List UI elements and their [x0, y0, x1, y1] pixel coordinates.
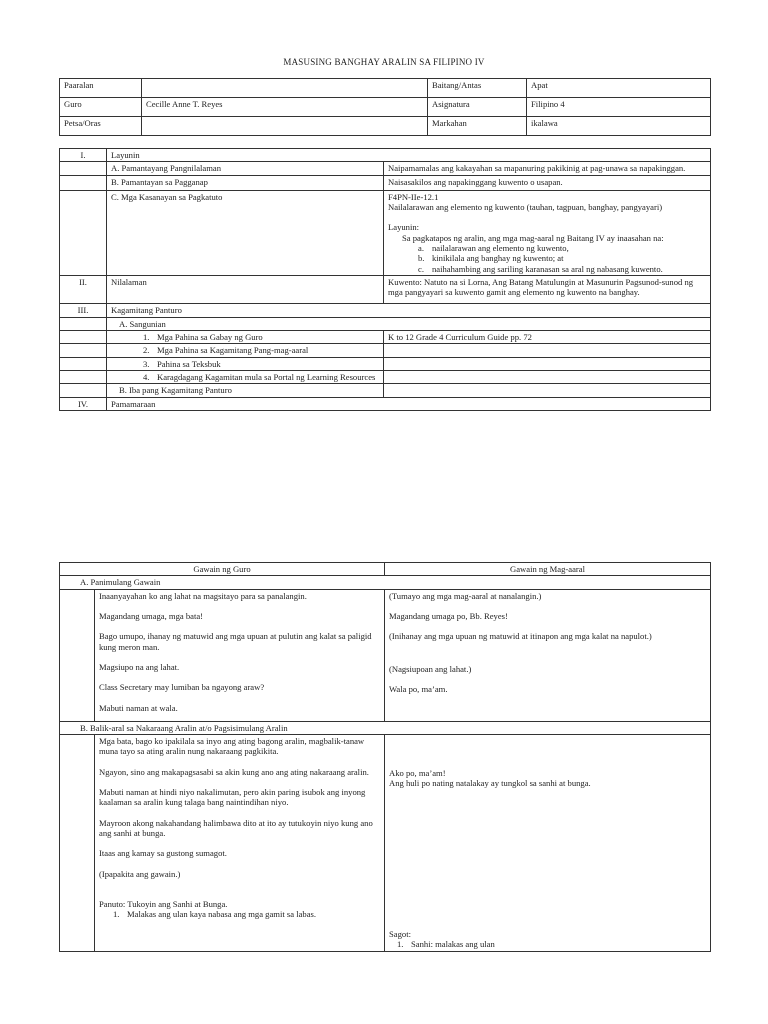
table-row: [60, 721, 711, 734]
student-column-header: Gawain ng Mag-aaral: [385, 563, 711, 576]
panimulang-student-cell: [385, 589, 711, 721]
panimulang-teacher-cell: [95, 589, 385, 721]
table-row: [60, 98, 711, 117]
table-row: [60, 79, 711, 98]
section-number: IV.: [60, 397, 107, 410]
objective-item: c. naihahambing ang sariling karanasan sa aral ng nabasang kuwento.: [418, 263, 663, 274]
table-row: [60, 331, 711, 344]
teacher-line: Ngayon, sino ang makapagsasabi sa akin kung ano ang ating nakaraang aralin.: [99, 766, 369, 777]
table-row: [60, 357, 711, 370]
student-line: (Tumayo ang mga mag-aaral at nanalangin.): [389, 590, 542, 601]
competency-code: F4PN-IIe-12.1: [388, 191, 439, 202]
label-baitang: Baitang/Antas: [428, 79, 527, 98]
teacher-line: Magsiupo na ang lahat.: [99, 661, 180, 672]
table-row: [60, 175, 711, 190]
panimulang-gawain-label: A. Panimulang Gawain: [60, 576, 711, 589]
balik-aral-teacher-cell: [95, 735, 385, 952]
section-number: I.: [60, 149, 107, 162]
section-number: III.: [60, 304, 107, 317]
teacher-line: Mga bata, bago ko ipakilala sa inyo ang ating bagong aralin, magbalik-tanaw muna tayo sa ating aralin nung nakaraang pagkikita.: [99, 736, 365, 757]
balik-aral-student-cell: [385, 735, 711, 952]
table-row: [60, 117, 711, 136]
value-markahan: ikalawa: [527, 117, 711, 136]
section-kagamitan: Kagamitang Panturo: [107, 304, 711, 317]
table-row: [60, 344, 711, 357]
section-layunin: Layunin: [107, 149, 711, 162]
teacher-line: Mabuti naman at wala.: [99, 702, 178, 713]
reference-item: 1. Mga Pahina sa Gabay ng Guro: [107, 331, 384, 344]
reference-item: 4. Karagdagang Kagamitan mula sa Portal ng Learning Resources: [107, 371, 384, 384]
teacher-line: Class Secretary may lumiban ba ngayong araw?: [99, 682, 265, 693]
layunin-intro: Sa pagkatapos ng aralin, ang mga mag-aaral ng Baitang IV ay inaasahan na:: [402, 232, 664, 243]
section-number: II.: [60, 275, 107, 304]
pamantayang-pangnilalaman-value: Naipamamalas ang kakayahan sa mapanuring pakikinig at pag-unawa sa napakinggan.: [384, 162, 711, 175]
pamantayan-pagganap-value: Naisasakilos ang napakinggang kuwento o usapan.: [384, 175, 711, 190]
value-guro: Cecille Anne T. Reyes: [142, 98, 428, 117]
label-markahan: Markahan: [428, 117, 527, 136]
competency-description: Nailalarawan ang elemento ng kuwento (tauhan, tagpuan, banghay, pangyayari): [388, 201, 663, 212]
table-row: [60, 371, 711, 384]
table-row: [60, 162, 711, 175]
table-row: [60, 589, 711, 721]
pamantayan-pagganap-label: B. Pamantayan sa Pagganap: [107, 175, 384, 190]
teacher-line: Inaanyayahan ko ang lahat na magsitayo para sa panalangin.: [99, 590, 307, 601]
nilalaman-value: Kuwento: Natuto na si Lorna, Ang Batang Matulungin at Masunurin Pagsunod-sunod ng mga pangyayari sa kuwento gamit ang elemento ng kuwento na banghay.: [384, 275, 711, 304]
teacher-line: Itaas ang kamay sa gustong sumagot.: [99, 848, 227, 859]
value-baitang: Apat: [527, 79, 711, 98]
document-title: MASUSING BANGHAY ARALIN SA FILIPINO IV: [283, 57, 485, 67]
label-asignatura: Asignatura: [428, 98, 527, 117]
sangunian-label: A. Sangunian: [107, 317, 711, 330]
label-guro: Guro: [60, 98, 142, 117]
student-line: Wala po, ma’am.: [389, 683, 448, 694]
teacher-line: (Ipapakita ang gawain.): [99, 868, 181, 879]
value-petsa: [142, 117, 428, 136]
layunin-label: Layunin:: [388, 222, 420, 233]
objective-item: b. kinikilala ang banghay ng kuwento; at: [418, 253, 564, 264]
section-pamamaraan: Pamamaraan: [107, 397, 711, 410]
table-row: [60, 304, 711, 317]
table-row: [60, 735, 711, 952]
table-row: [60, 384, 711, 397]
kasanayan-value: [384, 190, 711, 275]
student-line: Ako po, ma’am!: [389, 768, 446, 779]
reference-value: [384, 371, 711, 384]
panuto-instruction: Panuto: Tukoyin ang Sanhi at Bunga.: [99, 898, 228, 909]
label-paaralan: Paaralan: [60, 79, 142, 98]
student-line: (Inihanay ang mga upuan ng matuwid at itinapon ang mga kalat na napulot.): [389, 631, 652, 642]
table-row: [60, 563, 711, 576]
exercise-item: 1. Malakas ang ulan kaya nabasa ang mga gamit sa labas.: [113, 909, 316, 920]
iba-pang-kagamitan-label: B. Iba pang Kagamitang Panturo: [107, 384, 384, 397]
value-asignatura: Filipino 4: [527, 98, 711, 117]
kasanayan-label: C. Mga Kasanayan sa Pagkatuto: [107, 190, 384, 275]
student-line: Magandang umaga po, Bb. Reyes!: [389, 610, 508, 621]
reference-value: K to 12 Grade 4 Curriculum Guide pp. 72: [384, 331, 711, 344]
teacher-line: Mayroon akong nakahandang halimbawa dito at ito ay tutukoyin niyo kung ano ang sanhi at bunga.: [99, 817, 373, 838]
teacher-line: Magandang umaga, mga bata!: [99, 610, 204, 621]
objective-item: a. nailalarawan ang elemento ng kuwento,: [418, 242, 569, 253]
table-row: [60, 275, 711, 304]
activities-table: [59, 562, 711, 952]
teacher-column-header: Gawain ng Guro: [60, 563, 385, 576]
school-info-table: [59, 78, 711, 136]
answer-item: 1. Sanhi: malakas ang ulan: [397, 939, 495, 950]
teacher-line: Bago umupo, ihanay ng matuwid ang mga upuan at pulutin ang kalat sa paligid kung meron man.: [99, 631, 372, 652]
reference-item: 3. Pahina sa Teksbuk: [107, 357, 384, 370]
section-nilalaman: Nilalaman: [107, 275, 384, 304]
reference-value: [384, 344, 711, 357]
sagot-label: Sagot:: [389, 929, 411, 940]
table-row: [60, 576, 711, 589]
value-paaralan: [142, 79, 428, 98]
student-line: (Nagsiupoan ang lahat.): [389, 663, 472, 674]
table-row: [60, 149, 711, 162]
balik-aral-label: B. Balik-aral sa Nakaraang Aralin at/o Pagsisimulang Aralin: [60, 721, 711, 734]
table-row: [60, 397, 711, 410]
pamantayang-pangnilalaman-label: A. Pamantayang Pangnilalaman: [107, 162, 384, 175]
reference-item: 2. Mga Pahina sa Kagamitang Pang-mag-aaral: [107, 344, 384, 357]
table-row: [60, 190, 711, 275]
lesson-plan-table: [59, 148, 711, 411]
reference-value: [384, 357, 711, 370]
label-petsa: Petsa/Oras: [60, 117, 142, 136]
teacher-line: Mabuti naman at hindi niyo nakalimutan, pero akin paring isubok ang inyong kaalaman sa aralin kung talaga bang naintindihan niyo.: [99, 787, 366, 808]
student-line: Ang huli po nating natalakay ay tungkol sa sanhi at bunga.: [389, 778, 591, 789]
table-row: [60, 317, 711, 330]
